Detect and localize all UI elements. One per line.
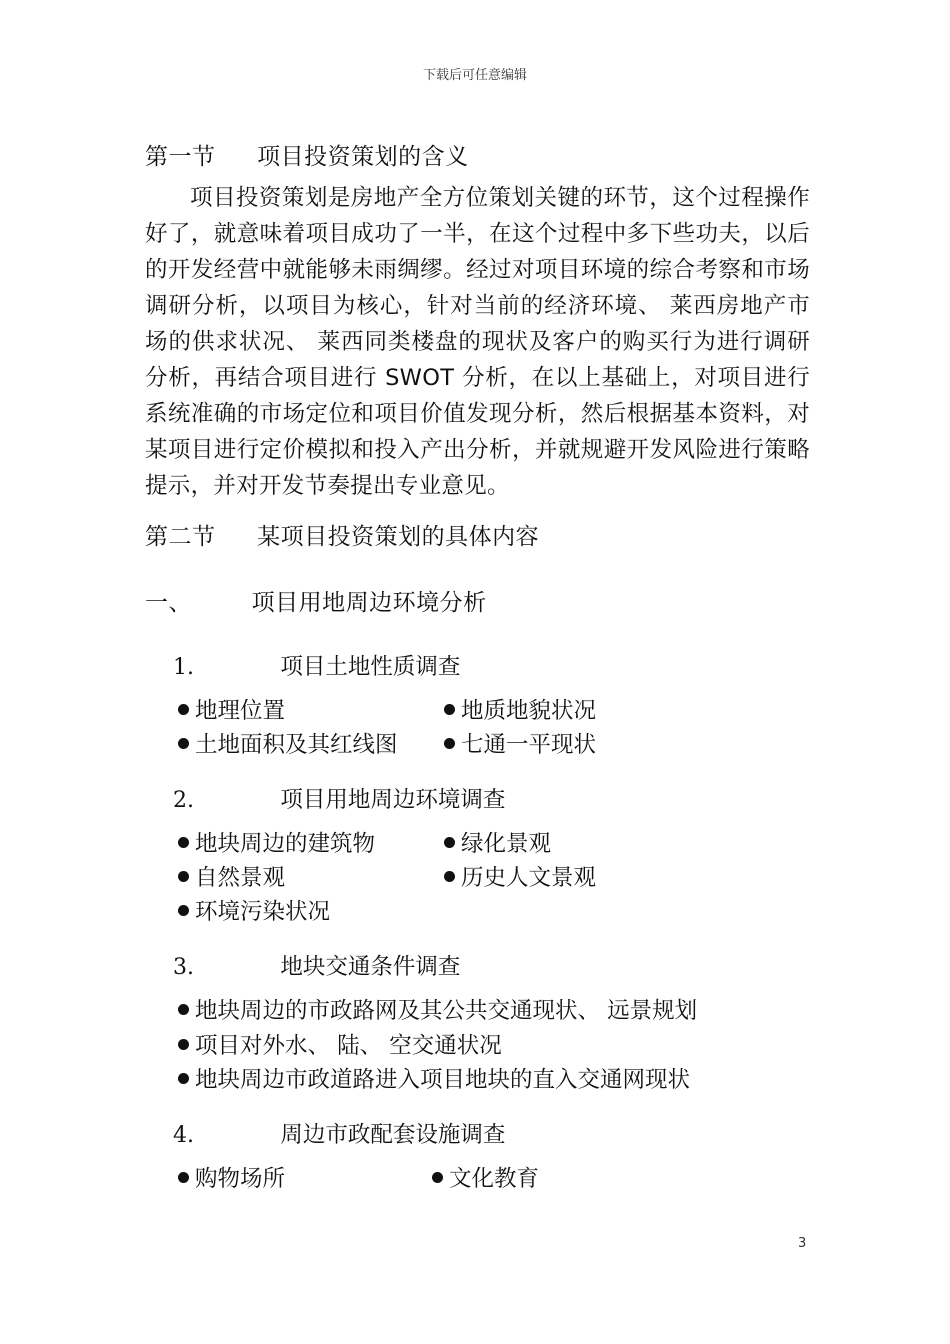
bullet-icon [178,738,189,749]
bullet-icon [178,871,189,882]
bullet-icon [178,1073,189,1084]
item1-num: 1. [173,655,194,680]
list-item: 地块周边的市政路网及其公共交通现状、 远景规划 [178,997,697,1025]
list-item: 地块周边的建筑物 [178,830,375,858]
list-item: 七通一平现状 [444,731,596,759]
section2-heading [145,518,539,551]
section1-heading [145,138,469,171]
list-item: 地块周边市政道路进入项目地块的直入交通网现状 [178,1066,690,1094]
bullet-icon [178,704,189,715]
bullet-icon [178,905,189,916]
bullet-icon [178,1004,189,1015]
item4-num: 4. [173,1123,194,1148]
section1-title: 项目投资策划的含义 [257,144,469,170]
list-item: 项目对外水、 陆、 空交通状况 [178,1032,502,1060]
list-item: 土地面积及其红线图 [178,731,398,759]
page-number: 3 [798,1236,807,1251]
list-item: 地理位置 [178,697,285,725]
item4-heading [173,1117,505,1149]
item3-heading [173,949,460,981]
bullet-icon [432,1172,443,1183]
bullet-icon [444,738,455,749]
item3-title: 地块交通条件调查 [280,954,461,980]
part1-num: 一、 [145,590,192,616]
part1-title: 项目用地周边环境分析 [251,590,487,616]
list-item: 绿化景观 [444,830,551,858]
section1-paragraph [145,180,810,504]
item4-title: 周边市政配套设施调查 [280,1122,506,1148]
paragraph-text: 项目投资策划是房地产全方位策划关键的环节，这个过程操作好了，就意味着项目成功了一半，在这个过程中多下些功夫，以后的开发经营中就能够未雨绸缪。经过对项目环境的综合考察和市场调研分析，以项目为核心，针对当前的经济环境、 莱西房地产市场的供求状况、 莱西同类楼盘的现状及客户的购买行为进行调研分析，再结合项目进行 SWOT 分析，在以上基础上，对项目进行系统准确的市场定位和项目价值发现分析，然后根据基本资料，对某项目进行定价模拟和投入产出分析，并就规避开发风险进行策略提示，并对开发节奏提出专业意见。 [145,185,810,499]
item2-title: 项目用地周边环境调查 [280,787,506,813]
item1-heading [173,649,460,681]
bullet-icon [444,871,455,882]
bullet-icon [444,704,455,715]
item2-heading [173,782,505,814]
page-header: 下载后可任意编辑 [422,68,527,83]
list-item: 环境污染状况 [178,898,330,926]
bullet-icon [178,837,189,848]
item1-title: 项目土地性质调查 [280,654,461,680]
bullet-icon [178,1172,189,1183]
list-item: 历史人文景观 [444,864,596,892]
bullet-icon [178,1039,189,1050]
list-item: 地质地貌状况 [444,697,596,725]
section2-title: 某项目投资策划的具体内容 [257,524,540,550]
section1-label: 第一节 [145,144,216,170]
list-item: 购物场所 [178,1165,285,1193]
item3-num: 3. [173,955,194,980]
section2-label: 第二节 [145,524,216,550]
part1-heading [145,584,487,617]
list-item: 文化教育 [432,1165,539,1193]
list-item: 自然景观 [178,864,285,892]
item2-num: 2. [173,788,194,813]
bullet-icon [444,837,455,848]
